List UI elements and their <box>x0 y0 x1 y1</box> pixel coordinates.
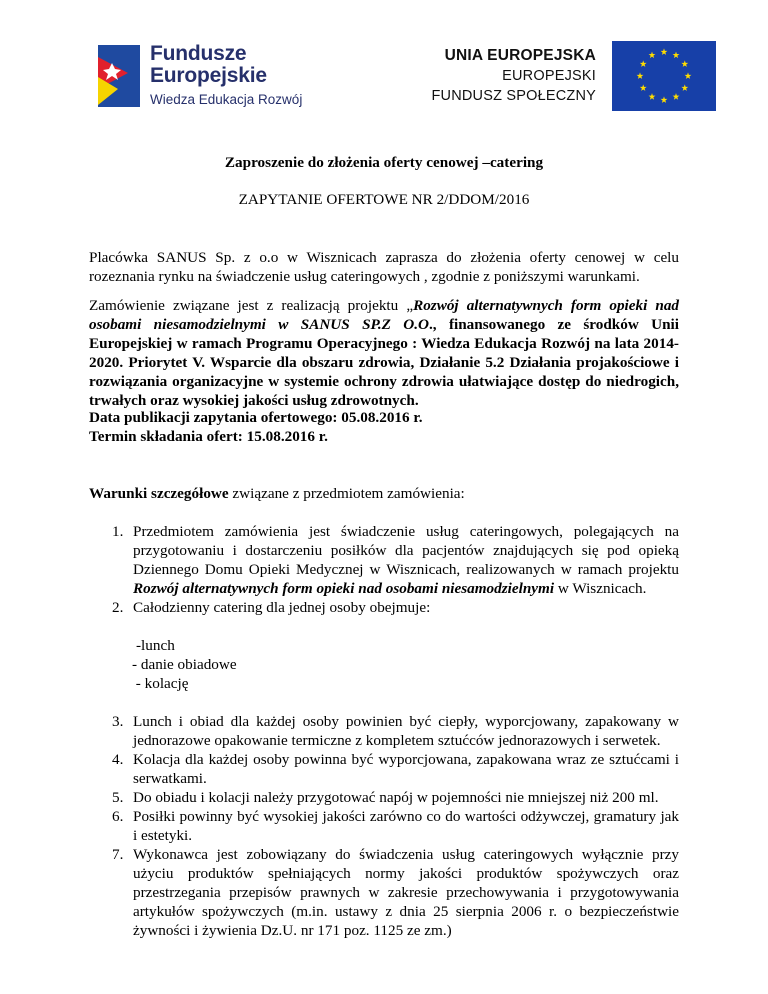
ue-line3: FUNDUSZ SPOŁECZNY <box>431 88 596 104</box>
list-item-text <box>133 522 679 598</box>
list-item-number: 7. <box>112 846 124 863</box>
meal-lunch: -lunch <box>136 637 175 654</box>
list-item-text: Całodzienny catering dla jednej osoby obejmuje: <box>133 599 431 616</box>
fe-logo-line2: Europejskie <box>150 64 267 87</box>
list-item <box>112 712 679 750</box>
list-item <box>112 522 679 598</box>
list-item-text: Lunch i obiad dla każdej osoby powinien być ciepły, wyporcjowany, zapakowany w jednorazowe opakowanie termiczne z kompletem sztućców jednorazowych i serwetek. <box>133 713 679 749</box>
submission-deadline: Termin składania ofert: 15.08.2016 r. <box>89 428 328 445</box>
list-item-number: 2. <box>112 599 124 616</box>
item1-text: Przedmiotem zamówienia jest świadczenie usług cateringowych, polegających na przygotowaniu i dostarczeniu posiłków dla pacjentów znajdujących się pod opieką Dziennego Domu Opieki Medycznej w Wisznicach, realizowanych w ramach projektu <box>133 523 679 578</box>
fe-logo-line3: Wiedza Edukacja Rozwój <box>150 92 303 107</box>
project-quote: „ <box>406 297 414 314</box>
document-subtitle: ZAPYTANIE OFERTOWE NR 2/DDOM/2016 <box>238 191 530 208</box>
list-item <box>112 788 679 807</box>
list-item-text: Kolacja dla każdej osoby powinna być wyporcjowana, zapakowana wraz ze sztućcami i serwatkami. <box>133 751 679 787</box>
list-item <box>112 598 679 617</box>
conditions-rest: związane z przedmiotem zamówienia: <box>228 485 465 502</box>
fe-flag-icon <box>98 45 140 107</box>
list-item-number: 4. <box>112 751 124 768</box>
list-item <box>112 807 679 845</box>
fundusze-europejskie-logo <box>98 41 318 111</box>
list-item-text: Posiłki powinny być wysokiej jakości zarówno co do wartości odżywczej, gramatury jak i estetyki. <box>133 808 679 844</box>
meal-dinner: - danie obiadowe <box>132 656 237 673</box>
project-description: ., finansowanego ze środków Unii Europejskiej w ramach Programu Operacyjnego : Wiedza Edukacja Rozwój na lata 2014-2020. Priorytet V. Wsparcie dla obszaru zdrowia, Działanie 5.2 Działania projakościowe i rozwiązania organizacyjne w systemie ochrony zdrowia ułatwiające dostęp do niedrogich, trwałych oraz wysokiej jakości usług zdrowotnych. <box>89 316 679 409</box>
conditions-heading <box>89 484 679 503</box>
list-item <box>112 845 679 940</box>
list-item <box>112 750 679 788</box>
list-item-number: 6. <box>112 808 124 825</box>
list-item-number: 1. <box>112 523 124 540</box>
conditions-list-part2 <box>112 712 679 940</box>
list-item-number: 5. <box>112 789 124 806</box>
eu-flag-icon <box>612 41 716 111</box>
publication-date: Data publikacji zapytania ofertowego: 05.08.2016 r. <box>89 409 423 426</box>
project-name: Rozwój alternatywnych form opieki nad osobami niesamodzielnymi w SANUS SP.Z O.O <box>89 297 680 333</box>
list-item-number: 3. <box>112 713 124 730</box>
project-prefix: Zamówienie związane jest z realizacją projektu <box>89 297 407 314</box>
ue-line1: UNIA EUROPEJSKA <box>444 47 596 64</box>
meal-supper: - kolację <box>132 675 189 692</box>
list-item-text: Do obiadu i kolacji należy przygotować napój w pojemności nie mniejszej niż 200 ml. <box>133 789 659 806</box>
unia-europejska-label <box>431 46 596 106</box>
item1-end: w Wisznicach. <box>554 580 647 597</box>
fe-logo-line1: Fundusze <box>150 42 247 65</box>
list-item-text: Wykonawca jest zobowiązany do świadczenia usług cateringowych wyłącznie przy użyciu produktów spełniających normy jakości produktów spożywczych oraz przestrzegania przepisów prawnych w zakresie przechowywania i przygotowywania artykułów spożywczych (m.in. ustawy z dnia 25 sierpnia 2006 r. o bezpieczeństwie żywności i żywienia Dz.U. nr 171 poz. 1125 ze zm.) <box>133 846 679 939</box>
conditions-list-part1 <box>112 522 679 617</box>
item1-project-name: Rozwój alternatywnych form opieki nad osobami niesamodzielnymi <box>133 580 555 597</box>
conditions-bold: Warunki szczegółowe <box>89 485 229 502</box>
ue-line2: EUROPEJSKI <box>502 68 596 84</box>
intro-paragraph: Placówka SANUS Sp. z o.o w Wisznicach zaprasza do złożenia oferty cenowej w celu rozeznania rynku na świadczenie usług cateringowych , zgodnie z poniższymi warunkami. <box>89 249 679 285</box>
project-paragraph <box>89 296 679 410</box>
document-title: Zaproszenie do złożenia oferty cenowej –catering <box>224 154 544 171</box>
